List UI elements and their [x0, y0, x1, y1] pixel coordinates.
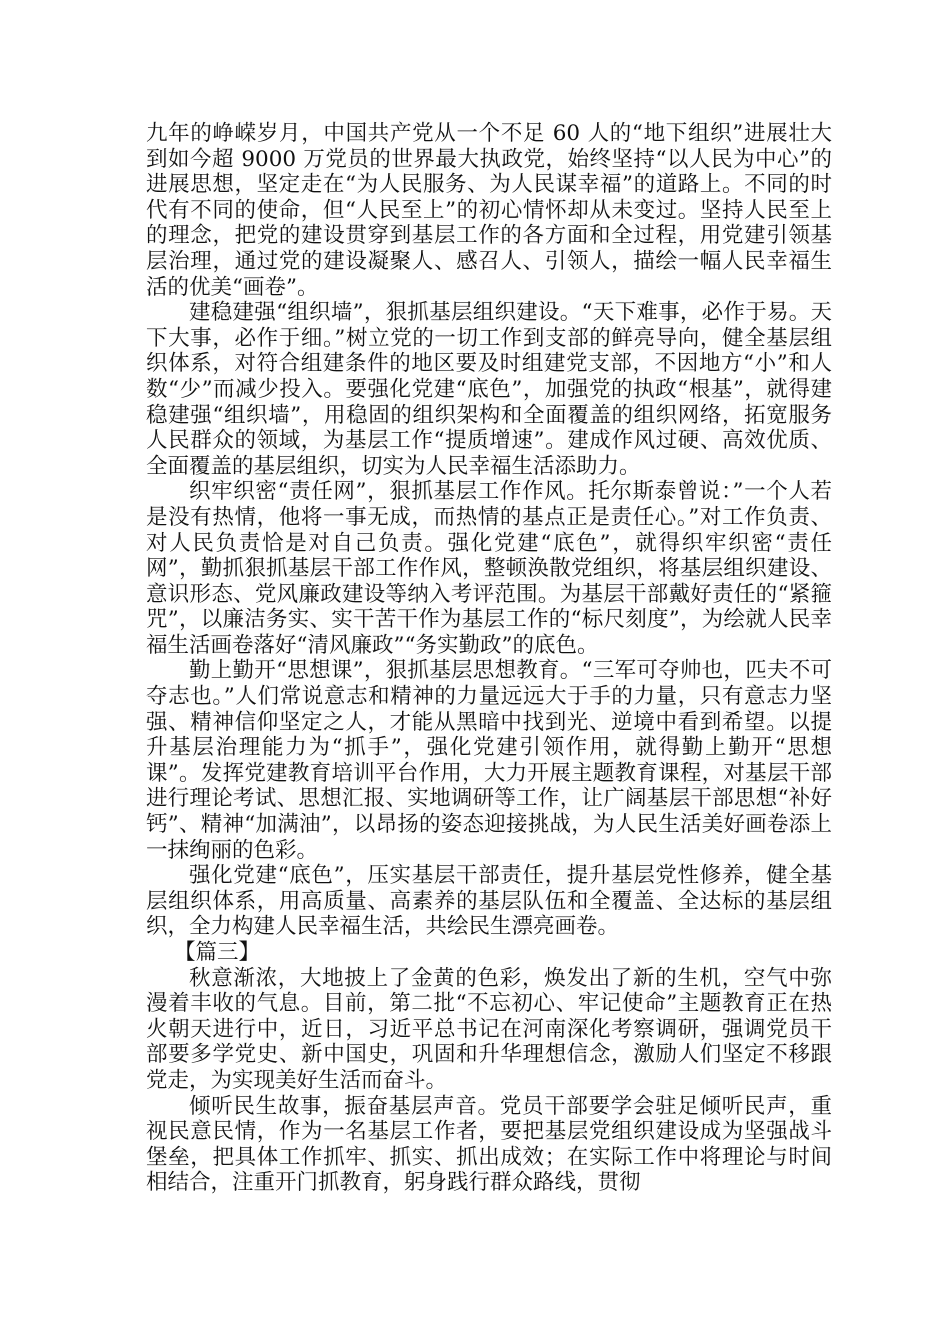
paragraph-autumn-intro: 秋意渐浓，大地披上了金黄的色彩，焕发出了新的生机，空气中弥漫着丰收的气息。目前，第二批“不忘初心、牢记使命”主题教育正在热火朝天进行中，近日，习近平总书记在河南深化考察调研，强调党员干部要多学党史、新中国史，巩固和升华理想信念，激励人们坚定不移跟党走，为实现美好生活而奋斗。: [146, 965, 832, 1093]
paragraph-opening: 九年的峥嵘岁月，中国共产党从一个不足 60 人的“地下组织”进展壮大到如今超 9000 万党员的世界最大执政党，始终坚持“以人民为中心”的进展思想，坚定走在“为人民服务、为人民谋幸福”的道路上。不同的时代有不同的使命，但“人民至上”的初心情怀却从未变过。坚持人民至上的理念，把党的建设贯穿到基层工作的各方面和全过程，用党建引领基层治理，通过党的建设凝聚人、感召人、引领人，描绘一幅人民幸福生活的优美“画卷”。: [146, 121, 832, 300]
paragraph-summary: 强化党建“底色”，压实基层干部责任，提升基层党性修养，健全基层组织体系，用高质量、高素养的基层队伍和全覆盖、全达标的基层组织，全力构建人民幸福生活，共绘民生漂亮画卷。: [146, 863, 832, 940]
section-heading: 【篇三】: [173, 940, 260, 965]
paragraph-ideology-class: 勤上勤开“思想课”，狠抓基层思想教育。“三军可夺帅也，匹夫不可夺志也。”人们常说意志和精神的力量远远大于手的力量，只有意志力坚强、精神信仰坚定之人，才能从黑暗中找到光、逆境中看到希望。以提升基层治理能力为“抓手”，强化党建引领作用，就得勤上勤开“思想课”。发挥党建教育培训平台作用，大力开展主题教育课程，对基层干部进行理论考试、思想汇报、实地调研等工作，让广阔基层干部思想“补好钙”、精神“加满油”，以昂扬的姿态迎接挑战，为人民生活美好画卷添上一抹绚丽的色彩。: [146, 658, 832, 863]
document-body: [146, 121, 832, 1196]
paragraph-responsibility-net: 织牢织密“责任网”，狠抓基层工作作风。托尔斯泰曾说：”一个人若是没有热情，他将一事无成，而热情的基点正是责任心。”对工作负责、对人民负责恰是对自己负责。强化党建“底色”，就得织牢织密“责任网”，勤抓狠抓基层干部工作作风，整顿涣散党组织，将基层组织建设、意识形态、党风廉政建设等纳入考评范围。为基层干部戴好责任的“紧箍咒”，以廉洁务实、实干苦干作为基层工作的“标尺刻度”，为绘就人民幸福生活画卷落好“清风廉政”“务实勤政”的底色。: [146, 479, 832, 658]
paragraph-listen-voices: 倾听民生故事，振奋基层声音。党员干部要学会驻足倾听民声，重视民意民情，作为一名基层工作者，要把基层党组织建设成为坚强战斗堡垒，把具体工作抓牢、抓实、抓出成效；在实际工作中将理论与时间相结合，注重开门抓教育，躬身践行群众路线，贯彻: [146, 1093, 832, 1196]
paragraph-organization-wall: 建稳建强“组织墙”，狠抓基层组织建设。“天下难事，必作于易。天下大事，必作于细。”树立党的一切工作到支部的鲜亮导向，健全基层组织体系，对符合组建条件的地区要及时组建党支部，不因地方“小”和人数“少”而减少投入。要强化党建“底色”，加强党的执政“根基”，就得建稳建强“组织墙”，用稳固的组织架构和全面覆盖的组织网络，拓宽服务人民群众的领域，为基层工作“提质增速”。建成作风过硬、高效优质、全面覆盖的基层组织，切实为人民幸福生活添助力。: [146, 300, 832, 479]
